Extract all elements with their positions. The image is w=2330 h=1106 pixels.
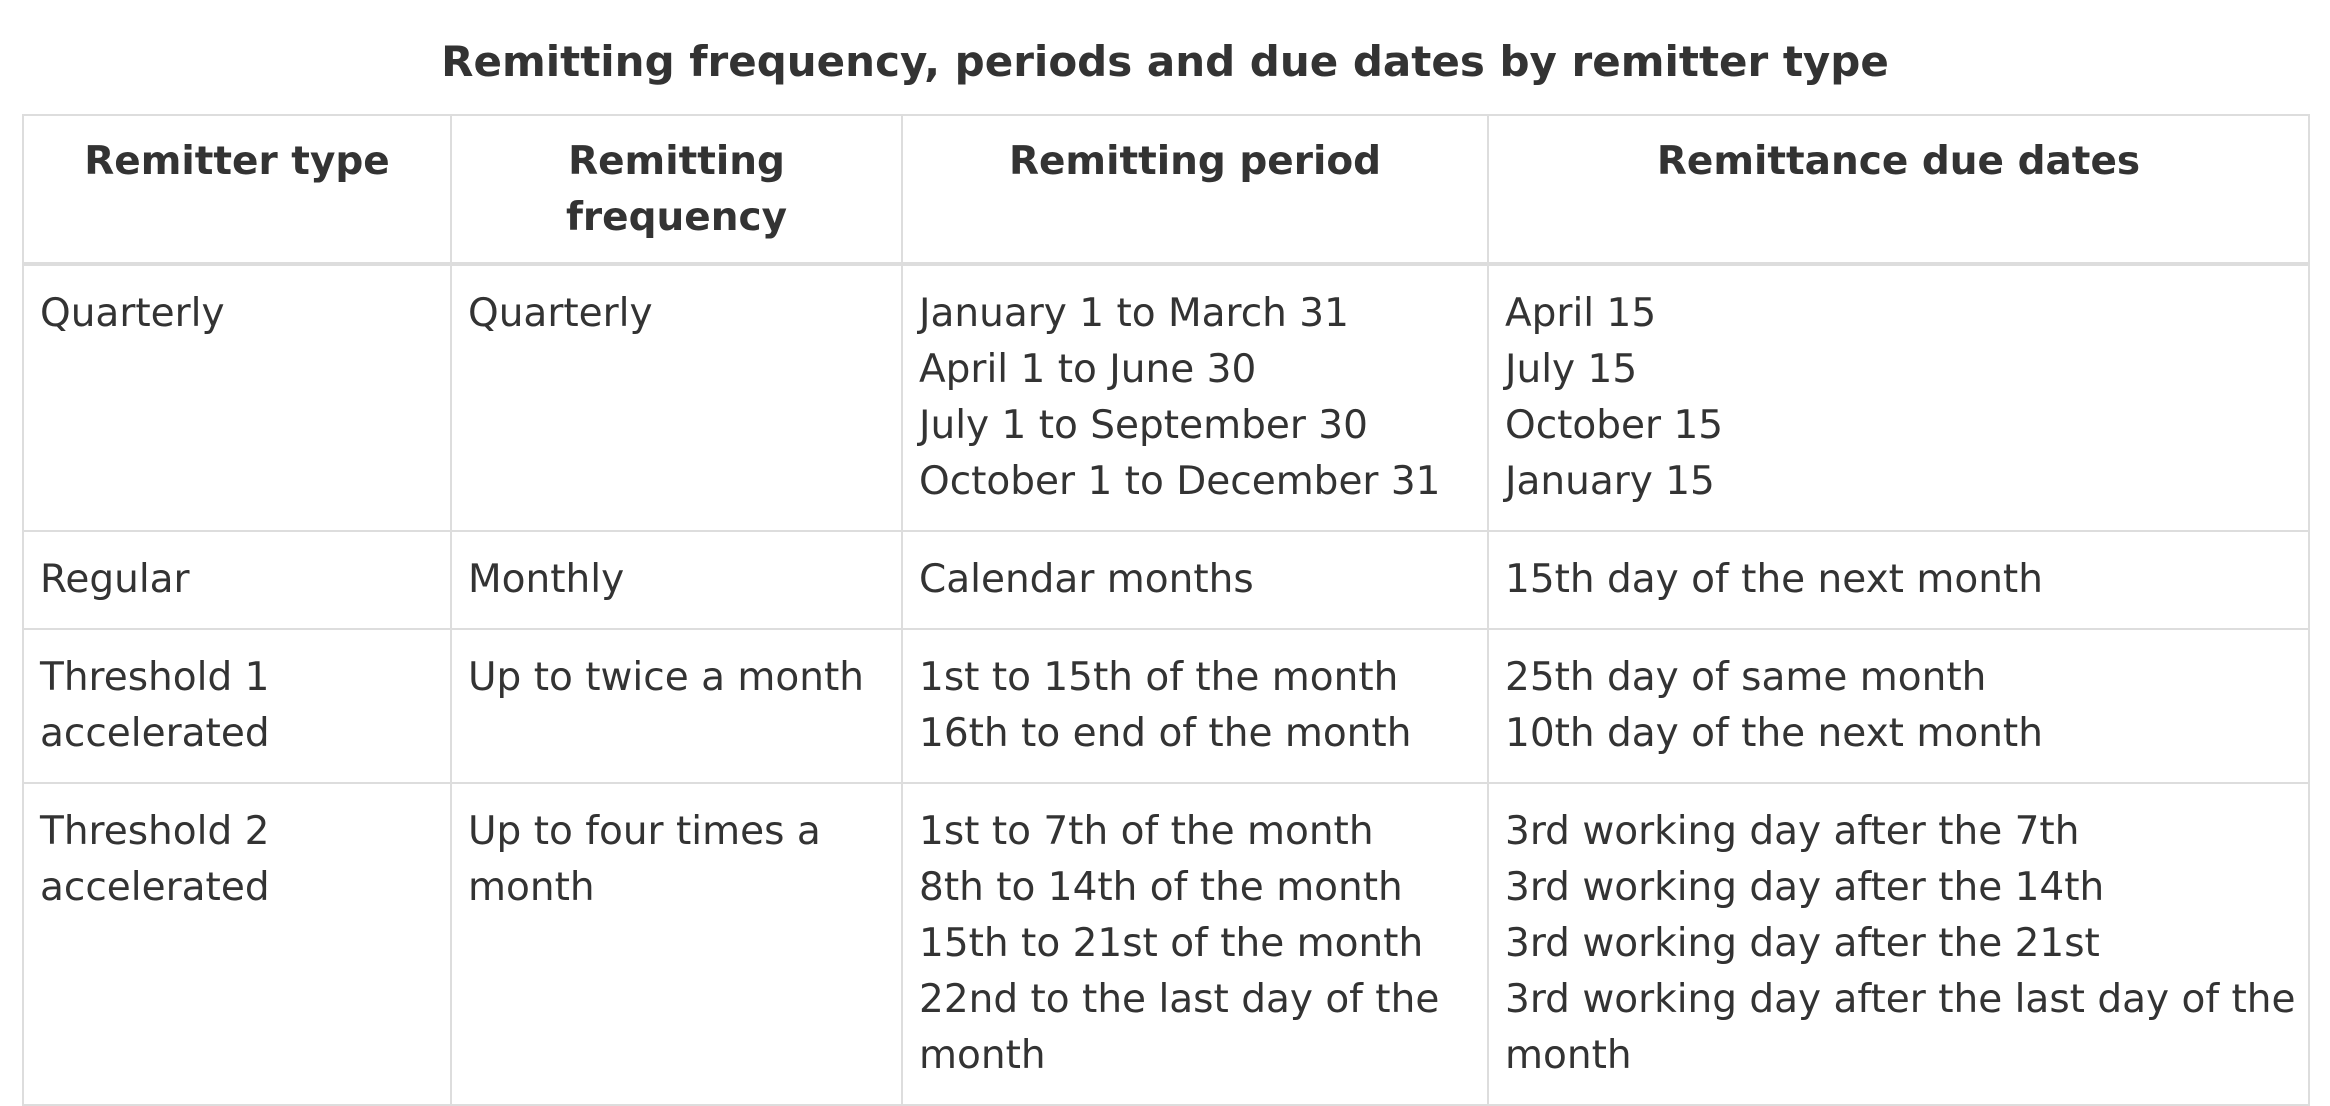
- cell-remitting-period: [902, 783, 1488, 1105]
- cell-remittance-due-dates-line: 25th day of same month: [1505, 655, 1987, 700]
- cell-remittance-due-dates-line: April 15: [1505, 291, 1657, 336]
- cell-remitting-period-line: month: [919, 1033, 1046, 1078]
- cell-remitting-frequency: [451, 264, 902, 531]
- cell-remitter-type: [23, 629, 451, 783]
- cell-remittance-due-dates-line: 3rd working day after the 7th: [1505, 809, 2080, 854]
- cell-remitting-period-line: April 1 to June 30: [919, 347, 1257, 392]
- table-row: [23, 264, 2309, 531]
- cell-remitting-period: [902, 531, 1488, 629]
- cell-remitting-period: [902, 629, 1488, 783]
- cell-remitting-frequency: [451, 531, 902, 629]
- cell-remittance-due-dates: [1488, 531, 2309, 629]
- cell-remittance-due-dates-line: January 15: [1505, 459, 1715, 504]
- cell-remitter-type: [23, 531, 451, 629]
- cell-remitting-frequency-line: Quarterly: [468, 291, 653, 336]
- table-caption: Remitting frequency, periods and due dates by remitter type: [441, 37, 1889, 86]
- cell-remitting-period-line: October 1 to December 31: [919, 459, 1441, 504]
- remitting-table: [22, 114, 2310, 1106]
- cell-remittance-due-dates: [1488, 264, 2309, 531]
- cell-remittance-due-dates-line: month: [1505, 1033, 1632, 1078]
- cell-remitter-type-line: Quarterly: [40, 291, 225, 336]
- cell-remitting-period-line: 15th to 21st of the month: [919, 921, 1424, 966]
- cell-remittance-due-dates: [1488, 783, 2309, 1105]
- cell-remitting-period-line: 1st to 15th of the month: [919, 655, 1399, 700]
- cell-remitting-period: [902, 264, 1488, 531]
- cell-remitter-type-line: accelerated: [40, 711, 270, 756]
- cell-remitter-type-line: Threshold 2: [40, 809, 270, 854]
- cell-remitting-frequency: [451, 629, 902, 783]
- cell-remitting-frequency-line: month: [468, 865, 595, 910]
- table-row: [23, 629, 2309, 783]
- table-row: [23, 531, 2309, 629]
- cell-remitting-frequency-line: Up to four times a: [468, 809, 821, 854]
- cell-remitting-period-line: 22nd to the last day of the: [919, 977, 1440, 1022]
- cell-remitting-frequency: [451, 783, 902, 1105]
- cell-remittance-due-dates-line: July 15: [1505, 347, 1638, 392]
- cell-remitting-period-line: January 1 to March 31: [919, 291, 1349, 336]
- cell-remittance-due-dates-line: 3rd working day after the 21st: [1505, 921, 2100, 966]
- cell-remittance-due-dates-line: 3rd working day after the 14th: [1505, 865, 2105, 910]
- cell-remittance-due-dates-line: 10th day of the next month: [1505, 711, 2043, 756]
- cell-remitting-frequency-line: Up to twice a month: [468, 655, 864, 700]
- cell-remitting-period-line: July 1 to September 30: [919, 403, 1368, 448]
- cell-remitter-type: [23, 783, 451, 1105]
- cell-remitting-period-line: Calendar months: [919, 557, 1254, 602]
- cell-remitting-period-line: 1st to 7th of the month: [919, 809, 1374, 854]
- cell-remittance-due-dates-line: 3rd working day after the last day of the: [1505, 977, 2296, 1022]
- header-row: [23, 115, 2309, 264]
- cell-remitter-type-line: Regular: [40, 557, 190, 602]
- cell-remittance-due-dates: [1488, 629, 2309, 783]
- cell-remitter-type-line: accelerated: [40, 865, 270, 910]
- header-remitting-period: Remitting period: [902, 115, 1488, 264]
- header-remitting-frequency: Remitting frequency: [451, 115, 902, 264]
- cell-remitting-frequency-line: Monthly: [468, 557, 625, 602]
- cell-remittance-due-dates-line: October 15: [1505, 403, 1724, 448]
- cell-remitting-period-line: 16th to end of the month: [919, 711, 1412, 756]
- header-remitter-type: Remitter type: [23, 115, 451, 264]
- cell-remitter-type-line: Threshold 1: [40, 655, 270, 700]
- cell-remitting-period-line: 8th to 14th of the month: [919, 865, 1403, 910]
- table-row: [23, 783, 2309, 1105]
- cell-remitter-type: [23, 264, 451, 531]
- header-remittance-due-dates: Remittance due dates: [1488, 115, 2309, 264]
- cell-remittance-due-dates-line: 15th day of the next month: [1505, 557, 2043, 602]
